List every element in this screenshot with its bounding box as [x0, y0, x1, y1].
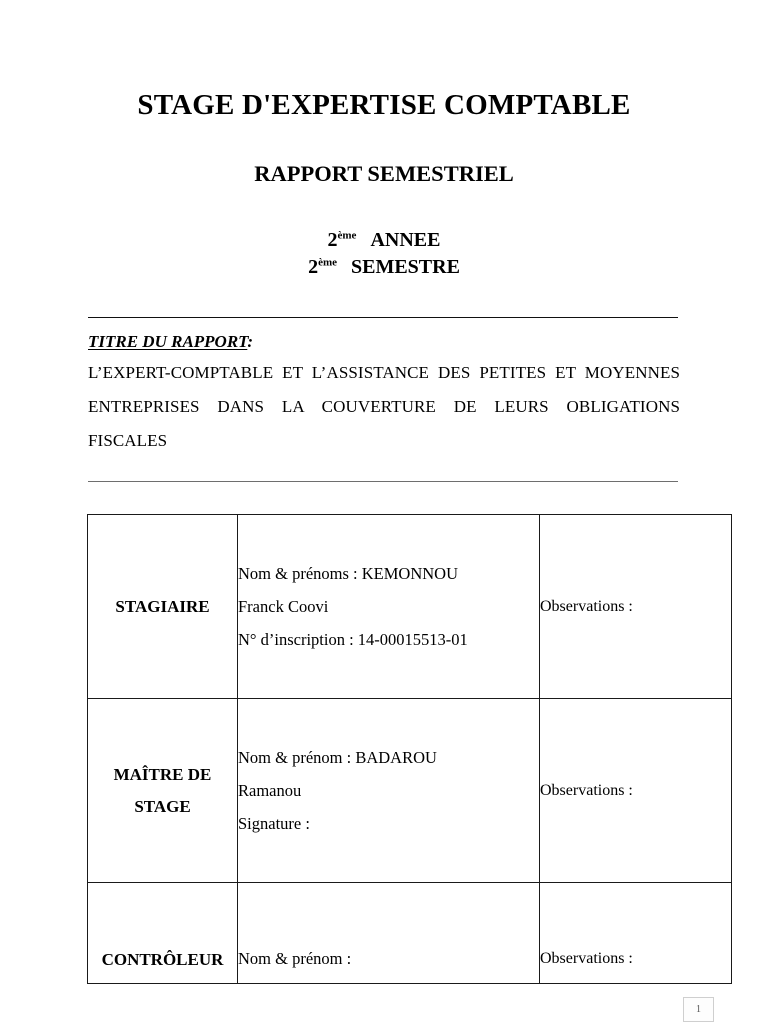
session-block [88, 227, 680, 281]
row-details-controleur [238, 883, 540, 984]
detail-line: Franck Coovi [238, 597, 329, 616]
semester-word: SEMESTRE [351, 256, 460, 278]
report-title-text: L’EXPERT-COMPTABLE ET L’ASSISTANCE DES PETITES ET MOYENNES ENTREPRISES DANS LA COUVERTURE DE LEURS OBLIGATIONS FISCALES [88, 363, 680, 451]
detail-line: Nom & prénoms : KEMONNOU [238, 564, 458, 583]
detail-line: Signature : [238, 814, 310, 833]
academic-year-line [88, 227, 680, 254]
row-role-controleur: CONTRÔLEUR [88, 883, 238, 984]
year-word: ANNEE [370, 229, 441, 251]
role-line: MAÎTRE DE [113, 765, 212, 785]
semester-line [88, 254, 680, 281]
detail-line: Nom & prénom : [238, 949, 352, 968]
document-subtitle: RAPPORT SEMESTRIEL [254, 161, 514, 186]
report-title-label-text: TITRE DU RAPPORT [88, 332, 248, 351]
table-row [88, 883, 732, 984]
table-row [88, 515, 732, 699]
detail-line: Nom & prénom : BADAROU [238, 748, 437, 767]
page-number-badge: 1 [683, 997, 714, 1022]
semester-ordinal-suffix: ème [318, 256, 337, 269]
role-line: STAGE [134, 796, 191, 816]
row-details-stagiaire [238, 515, 540, 699]
row-role-stagiaire: STAGIAIRE [88, 515, 238, 699]
row-observations-controleur: Observations : [540, 883, 732, 984]
year-number: 2 [327, 229, 338, 251]
detail-line: N° d’inscription : 14-00015513-01 [238, 630, 468, 649]
page-title: STAGE D'EXPERTISE COMPTABLE [137, 89, 631, 121]
row-observations-stagiaire: Observations : [540, 515, 732, 699]
divider-below-report-title [88, 481, 678, 482]
row-details-maitre-de-stage [238, 699, 540, 883]
row-observations-maitre-de-stage: Observations : [540, 699, 732, 883]
report-title-block [88, 331, 680, 458]
year-ordinal-suffix: ème [337, 229, 357, 242]
row-role-maitre-de-stage [88, 699, 238, 883]
participants-table [87, 514, 732, 984]
semester-number: 2 [308, 256, 319, 278]
table-row [88, 699, 732, 883]
report-title-label [88, 331, 680, 352]
report-title-colon: : [247, 332, 253, 351]
divider-above-report-title [88, 317, 678, 318]
detail-line: Ramanou [238, 781, 302, 800]
